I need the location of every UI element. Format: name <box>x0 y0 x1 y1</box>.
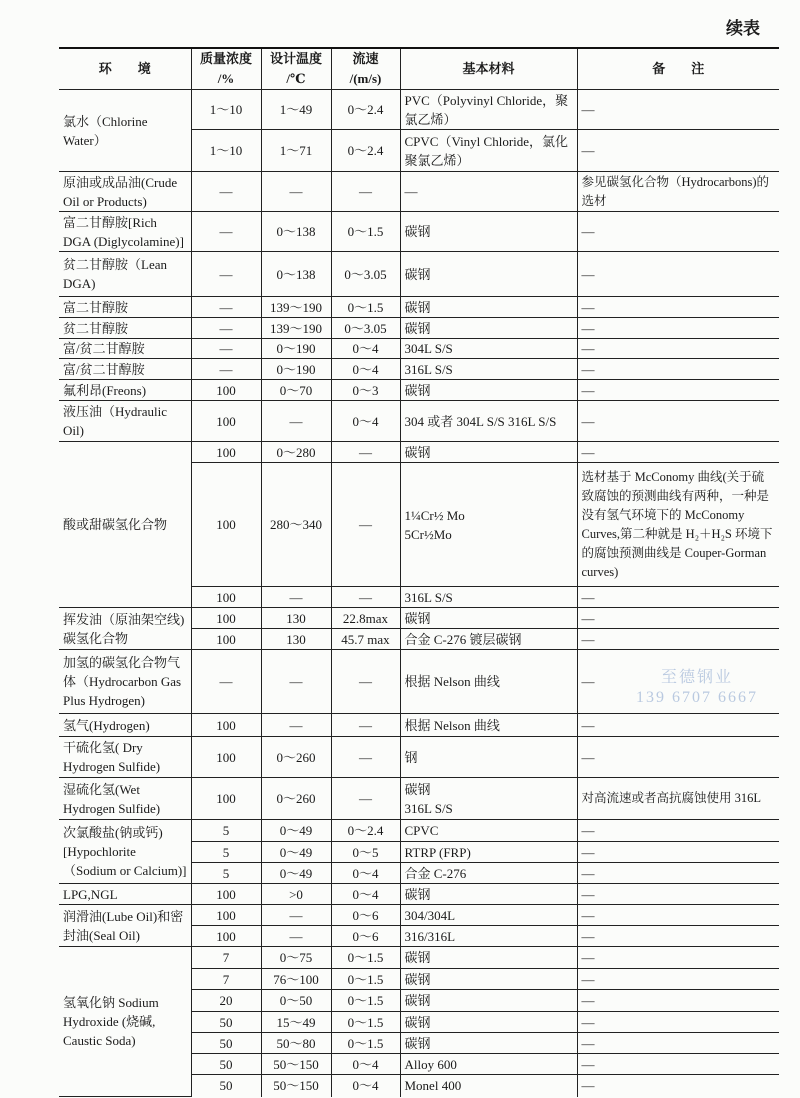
table-row <box>59 820 779 842</box>
remarks-cell: — <box>577 212 779 252</box>
concentration-cell: 100 <box>191 884 261 905</box>
base-material-cell: 合金 C-276 镀层碳钢 <box>400 629 577 650</box>
environment-cell: 贫二甘醇胺（Lean DGA) <box>59 252 191 297</box>
design-temperature-cell: 50～150 <box>261 1075 331 1097</box>
base-material-cell: 碳钢 <box>400 442 577 463</box>
design-temperature-cell: >0 <box>261 884 331 905</box>
flow-velocity-cell: 0～4 <box>331 863 400 884</box>
table-row <box>59 339 779 359</box>
concentration-cell: 100 <box>191 905 261 926</box>
design-temperature-cell: — <box>261 401 331 442</box>
flow-velocity-cell: 0～1.5 <box>331 212 400 252</box>
base-material-cell: PVC（Polyvinyl Chloride，聚氯乙烯） <box>400 90 577 130</box>
remarks-cell: — <box>577 1012 779 1033</box>
flow-velocity-cell: — <box>331 650 400 714</box>
design-temperature-cell: 0～280 <box>261 442 331 463</box>
design-temperature-cell: 130 <box>261 629 331 650</box>
table-row <box>59 608 779 629</box>
remarks-cell: — <box>577 650 779 714</box>
base-material-cell: Monel 400 <box>400 1075 577 1097</box>
watermark-name: 至德钢业 <box>660 669 733 686</box>
flow-velocity-cell: 0～4 <box>331 359 400 380</box>
remarks-cell: — <box>577 1054 779 1075</box>
environment-cell: 氟利昂(Freons) <box>59 380 191 401</box>
environment-cell: 液压油（Hydraulic Oil) <box>59 401 191 442</box>
design-temperature-cell: 0～50 <box>261 990 331 1012</box>
design-temperature-cell: — <box>261 172 331 212</box>
flow-velocity-cell: — <box>331 172 400 212</box>
header-remarks: 备 注 <box>577 48 779 90</box>
concentration-cell: 100 <box>191 442 261 463</box>
concentration-cell: 100 <box>191 587 261 608</box>
base-material-cell: 碳钢 <box>400 969 577 990</box>
table-row <box>59 90 779 130</box>
base-material-cell: CPVC <box>400 820 577 842</box>
concentration-cell: 50 <box>191 1075 261 1097</box>
table-row <box>59 737 779 778</box>
base-material-cell: 碳钢 316L S/S <box>400 778 577 820</box>
remarks-cell: — <box>577 297 779 318</box>
flow-velocity-cell: 0～3.05 <box>331 252 400 297</box>
table-row <box>59 905 779 926</box>
header-design-temperature: 设计温度 /℃ <box>261 48 331 90</box>
concentration-cell: 100 <box>191 380 261 401</box>
flow-velocity-cell: 0～1.5 <box>331 1012 400 1033</box>
remarks-cell: — <box>577 629 779 650</box>
remarks-cell: — <box>577 252 779 297</box>
flow-velocity-cell: 0～1.5 <box>331 1033 400 1054</box>
concentration-cell: 100 <box>191 608 261 629</box>
flow-velocity-cell: — <box>331 463 400 587</box>
design-temperature-cell: 0～260 <box>261 737 331 778</box>
remarks-cell: — <box>577 401 779 442</box>
design-temperature-cell: — <box>261 587 331 608</box>
environment-cell: 次氯酸盐(钠或钙)[Hypochlorite（Sodium or Calcium)] <box>59 820 191 884</box>
concentration-cell: 100 <box>191 629 261 650</box>
concentration-cell: 50 <box>191 1033 261 1054</box>
table-row <box>59 947 779 969</box>
design-temperature-cell: 50～150 <box>261 1054 331 1075</box>
environment-cell: 氢气(Hydrogen) <box>59 714 191 737</box>
flow-velocity-cell: 0～1.5 <box>331 990 400 1012</box>
base-material-cell: 碳钢 <box>400 380 577 401</box>
concentration-cell: 100 <box>191 778 261 820</box>
table-row <box>59 318 779 339</box>
flow-velocity-cell: 0～4 <box>331 884 400 905</box>
watermark-phone: 139 6707 6667 <box>636 689 758 706</box>
flow-velocity-cell: 0～6 <box>331 905 400 926</box>
design-temperature-cell: 0～49 <box>261 842 331 863</box>
base-material-cell: 碳钢 <box>400 297 577 318</box>
concentration-cell: — <box>191 339 261 359</box>
base-material-cell: 304/304L <box>400 905 577 926</box>
design-temperature-cell: 0～75 <box>261 947 331 969</box>
base-material-cell: 316L S/S <box>400 359 577 380</box>
watermark <box>636 668 758 708</box>
continuation-label: 续表 <box>726 19 760 38</box>
design-temperature-cell: 0～190 <box>261 359 331 380</box>
header-base-material: 基本材料 <box>400 48 577 90</box>
design-temperature-cell: 139～190 <box>261 318 331 339</box>
header-environment: 环 境 <box>59 48 191 90</box>
flow-velocity-cell: 0～2.4 <box>331 130 400 172</box>
design-temperature-cell: 1～71 <box>261 130 331 172</box>
base-material-cell: 304L S/S <box>400 339 577 359</box>
concentration-cell: — <box>191 650 261 714</box>
table-row <box>59 401 779 442</box>
base-material-cell: 根据 Nelson 曲线 <box>400 650 577 714</box>
remarks-cell: — <box>577 339 779 359</box>
remarks-cell: — <box>577 130 779 172</box>
design-temperature-cell: 280～340 <box>261 463 331 587</box>
flow-velocity-cell: — <box>331 737 400 778</box>
remarks-cell: 对高流速或者高抗腐蚀使用 316L <box>577 778 779 820</box>
design-temperature-cell: 0～49 <box>261 863 331 884</box>
table-row <box>59 297 779 318</box>
header-flow-velocity: 流速 /(m/s) <box>331 48 400 90</box>
concentration-cell: 100 <box>191 714 261 737</box>
remarks-cell: — <box>577 359 779 380</box>
concentration-cell: 7 <box>191 969 261 990</box>
table-row <box>59 172 779 212</box>
table-row <box>59 778 779 820</box>
base-material-cell: 316/316L <box>400 926 577 947</box>
table-row <box>59 252 779 297</box>
environment-cell: 氯水（Chlorine Water） <box>59 90 191 172</box>
concentration-cell: 5 <box>191 863 261 884</box>
base-material-cell: 碳钢 <box>400 1033 577 1054</box>
remarks-cell: — <box>577 90 779 130</box>
flow-velocity-cell: — <box>331 714 400 737</box>
remarks-cell: — <box>577 1033 779 1054</box>
concentration-cell: — <box>191 172 261 212</box>
remarks-cell: 选材基于 McConomy 曲线(关于硫致腐蚀的预测曲线有两种，一种是没有氢气环境下的 McConomy Curves,第二种就是 H₂＋H₂S 环境下的腐蚀预测曲线是 Couper-Gorman curves) <box>577 463 779 587</box>
remarks-cell: — <box>577 969 779 990</box>
base-material-cell: Alloy 600 <box>400 1054 577 1075</box>
flow-velocity-cell: 0～2.4 <box>331 820 400 842</box>
environment-cell: 富二甘醇胺[Rich DGA (Diglycolamine)] <box>59 212 191 252</box>
design-temperature-cell: 15～49 <box>261 1012 331 1033</box>
environment-cell: 富/贫二甘醇胺 <box>59 359 191 380</box>
remarks-cell: — <box>577 380 779 401</box>
concentration-cell: 20 <box>191 990 261 1012</box>
environment-cell: 润滑油(Lube Oil)和密封油(Seal Oil) <box>59 905 191 947</box>
base-material-cell: 碳钢 <box>400 1012 577 1033</box>
remarks-cell: — <box>577 608 779 629</box>
header-row <box>59 48 779 90</box>
table-row <box>59 380 779 401</box>
flow-velocity-cell: 0～4 <box>331 339 400 359</box>
remarks-cell: — <box>577 863 779 884</box>
concentration-cell: — <box>191 359 261 380</box>
base-material-cell: 碳钢 <box>400 212 577 252</box>
environment-cell: LPG,NGL <box>59 884 191 905</box>
environment-cell: 贫二甘醇胺 <box>59 318 191 339</box>
concentration-cell: 50 <box>191 1054 261 1075</box>
environment-cell: 富/贫二甘醇胺 <box>59 339 191 359</box>
design-temperature-cell: 0～190 <box>261 339 331 359</box>
base-material-cell: 碳钢 <box>400 884 577 905</box>
design-temperature-cell: 0～49 <box>261 820 331 842</box>
design-temperature-cell: 0～138 <box>261 252 331 297</box>
design-temperature-cell: — <box>261 905 331 926</box>
concentration-cell: 100 <box>191 737 261 778</box>
flow-velocity-cell: 0～4 <box>331 1075 400 1097</box>
remarks-cell: — <box>577 587 779 608</box>
remarks-cell: — <box>577 442 779 463</box>
flow-velocity-cell: 0～1.5 <box>331 297 400 318</box>
concentration-cell: — <box>191 212 261 252</box>
flow-velocity-cell: — <box>331 442 400 463</box>
remarks-cell: 参见碳氢化合物（Hydrocarbons)的选材 <box>577 172 779 212</box>
environment-cell: 干硫化氢( Dry Hydrogen Sulfide) <box>59 737 191 778</box>
table-row <box>59 714 779 737</box>
remarks-cell: — <box>577 842 779 863</box>
base-material-cell: RTRP (FRP) <box>400 842 577 863</box>
flow-velocity-cell: 0～1.5 <box>331 947 400 969</box>
concentration-cell: 100 <box>191 401 261 442</box>
flow-velocity-cell: 0～3 <box>331 380 400 401</box>
concentration-cell: 100 <box>191 926 261 947</box>
base-material-cell: 根据 Nelson 曲线 <box>400 714 577 737</box>
remarks-cell: — <box>577 820 779 842</box>
remarks-cell: — <box>577 1075 779 1097</box>
concentration-cell: 1～10 <box>191 130 261 172</box>
remarks-cell: — <box>577 884 779 905</box>
design-temperature-cell: 50～80 <box>261 1033 331 1054</box>
environment-cell: 原油或成品油(Crude Oil or Products) <box>59 172 191 212</box>
flow-velocity-cell: 45.7 max <box>331 629 400 650</box>
design-temperature-cell: 76～100 <box>261 969 331 990</box>
flow-velocity-cell: 0～1.5 <box>331 969 400 990</box>
base-material-cell: 304 或者 304L S/S 316L S/S <box>400 401 577 442</box>
base-material-cell: 碳钢 <box>400 318 577 339</box>
base-material-cell: 碳钢 <box>400 252 577 297</box>
flow-velocity-cell: 0～3.05 <box>331 318 400 339</box>
concentration-cell: 7 <box>191 947 261 969</box>
environment-cell: 湿硫化氢(Wet Hydrogen Sulfide) <box>59 778 191 820</box>
design-temperature-cell: 1～49 <box>261 90 331 130</box>
header-concentration: 质量浓度 /% <box>191 48 261 90</box>
base-material-cell: 合金 C-276 <box>400 863 577 884</box>
design-temperature-cell: 0～260 <box>261 778 331 820</box>
remarks-cell: — <box>577 318 779 339</box>
table-row <box>59 442 779 463</box>
base-material-cell: CPVC（Vinyl Chloride，氯化聚氯乙烯） <box>400 130 577 172</box>
base-material-cell: 钢 <box>400 737 577 778</box>
remarks-cell: — <box>577 714 779 737</box>
remarks-cell: — <box>577 990 779 1012</box>
environment-cell: 挥发油（原油架空线)碳氢化合物 <box>59 608 191 650</box>
remarks-cell: — <box>577 737 779 778</box>
design-temperature-cell: 0～138 <box>261 212 331 252</box>
table-row <box>59 212 779 252</box>
flow-velocity-cell: 0～4 <box>331 1054 400 1075</box>
remarks-cell: — <box>577 905 779 926</box>
base-material-cell: 1¼Cr½ Mo 5Cr½Mo <box>400 463 577 587</box>
base-material-cell: 碳钢 <box>400 608 577 629</box>
environment-cell: 加氢的碳氢化合物气体（Hydrocarbon Gas Plus Hydrogen) <box>59 650 191 714</box>
flow-velocity-cell: 0～2.4 <box>331 90 400 130</box>
concentration-cell: 5 <box>191 842 261 863</box>
design-temperature-cell: 139～190 <box>261 297 331 318</box>
concentration-cell: 50 <box>191 1012 261 1033</box>
base-material-cell: 316L S/S <box>400 587 577 608</box>
flow-velocity-cell: 22.8max <box>331 608 400 629</box>
concentration-cell: — <box>191 318 261 339</box>
concentration-cell: 5 <box>191 820 261 842</box>
concentration-cell: 100 <box>191 463 261 587</box>
design-temperature-cell: — <box>261 926 331 947</box>
environment-cell: 酸或甜碳氢化合物 <box>59 442 191 608</box>
environment-cell: 富二甘醇胺 <box>59 297 191 318</box>
design-temperature-cell: — <box>261 650 331 714</box>
base-material-cell: 碳钢 <box>400 947 577 969</box>
concentration-cell: — <box>191 297 261 318</box>
remarks-cell: — <box>577 947 779 969</box>
design-temperature-cell: 0～70 <box>261 380 331 401</box>
flow-velocity-cell: 0～6 <box>331 926 400 947</box>
concentration-cell: — <box>191 252 261 297</box>
flow-velocity-cell: — <box>331 778 400 820</box>
base-material-cell: — <box>400 172 577 212</box>
environment-cell: 氢氧化钠 Sodium Hydroxide (烧碱, Caustic Soda) <box>59 947 191 1097</box>
flow-velocity-cell: — <box>331 587 400 608</box>
concentration-cell: 1～10 <box>191 90 261 130</box>
corrosion-material-table <box>59 47 779 1097</box>
table-row <box>59 884 779 905</box>
design-temperature-cell: — <box>261 714 331 737</box>
design-temperature-cell: 130 <box>261 608 331 629</box>
remarks-cell: — <box>577 926 779 947</box>
flow-velocity-cell: 0～5 <box>331 842 400 863</box>
table-row <box>59 359 779 380</box>
flow-velocity-cell: 0～4 <box>331 401 400 442</box>
base-material-cell: 碳钢 <box>400 990 577 1012</box>
